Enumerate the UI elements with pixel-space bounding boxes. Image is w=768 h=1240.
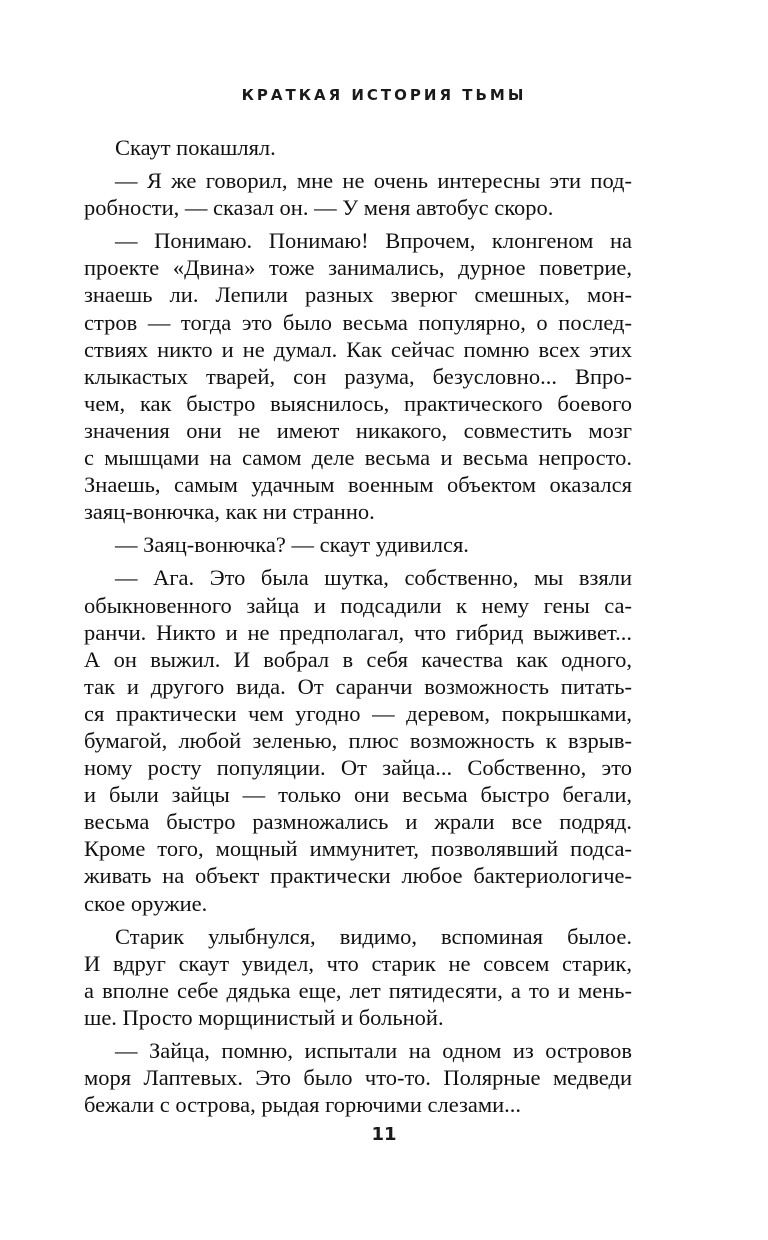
text-line: ся практически чем угодно — деревом, покрышками, [84, 700, 632, 726]
text-line: ному росту популяции. От зайца... Собственно, это [84, 755, 632, 781]
running-title: КРАТКАЯ ИСТОРИЯ ТЬМЫ [241, 86, 527, 104]
text-line: робности, — сказал он. — У меня автобус скоро. [84, 195, 554, 221]
text-line: Кроме того, мощный иммунитет, позволявший подса- [84, 836, 632, 862]
text-line: — Ага. Это была шутка, собственно, мы взяли [115, 565, 632, 591]
text-line: весьма быстро размножались и жрали все подряд. [84, 809, 632, 835]
text-line: и были зайцы — только они весьма быстро бегали, [84, 782, 632, 808]
text-line: ское оружие. [84, 890, 208, 916]
text-line: так и другого вида. От саранчи возможность питать- [84, 673, 632, 699]
text-line: — Понимаю. Понимаю! Впрочем, клонгеном на [115, 228, 632, 254]
text-line: а вполне себе дядька еще, лет пятидесяти, а то и мень- [84, 977, 632, 1003]
text-line: ранчи. Никто и не предполагал, что гибрид выживет... [84, 619, 632, 645]
text-line: — Я же говорил, мне не очень интересны эти под- [115, 168, 632, 194]
paragraph [84, 1037, 632, 1118]
paragraph [84, 134, 632, 161]
text-line: значения они не имеют никакого, совместить мозг [84, 417, 632, 443]
text-line: проекте «Двина» тоже занимались, дурное поветрие, [84, 255, 632, 281]
text-line: Знаешь, самым удачным военным объектом оказался [84, 472, 632, 498]
text-line: обыкновенного зайца и подсадили к нему гены са- [84, 592, 632, 618]
text-line: моря Лаптевых. Это было что-то. Полярные медведи [84, 1065, 632, 1091]
paragraph [84, 227, 632, 525]
text-line: бежали с острова, рыдая горючими слезами... [84, 1092, 522, 1118]
text-line: ствиях никто и не думал. Как сейчас помню всех этих [84, 336, 632, 362]
text-line: клыкастых тварей, сон разума, безусловно... Впро- [84, 363, 632, 389]
text-line: стров — тогда это было весьма популярно, о послед- [84, 309, 632, 335]
text-line: бумагой, любой зеленью, плюс возможность к взрыв- [84, 727, 632, 753]
text-line: А он выжил. И вобрал в себя качества как одного, [84, 646, 632, 672]
text-line: ше. Просто морщинистый и больной. [84, 1004, 444, 1030]
text-line: живать на объект практически любое бактериологиче- [84, 863, 632, 889]
text-line: И вдруг скаут увидел, что старик не совсем старик, [84, 950, 632, 976]
paragraph [84, 923, 632, 1031]
page-number: 11 [371, 1124, 397, 1145]
text-line: знаешь ли. Лепили разных зверюг смешных, мон- [84, 282, 632, 308]
paragraph [84, 564, 632, 916]
text-line: Старик улыбнулся, видимо, вспоминая былое. [115, 923, 632, 949]
text-line: заяц-вонючка, как ни странно. [84, 499, 375, 525]
text-line: чем, как быстро выяснилось, практического боевого [84, 390, 632, 416]
paragraph [84, 531, 632, 558]
paragraph [84, 167, 632, 221]
body-text [84, 134, 632, 1118]
text-line: — Зайца, помню, испытали на одном из островов [115, 1038, 632, 1063]
text-line: с мышцами на самом деле весьма и весьма непросто. [84, 445, 632, 471]
text-line: Скаут покашлял. [115, 135, 276, 160]
text-line: — Заяц-вонючка? — скаут удивился. [115, 532, 469, 558]
